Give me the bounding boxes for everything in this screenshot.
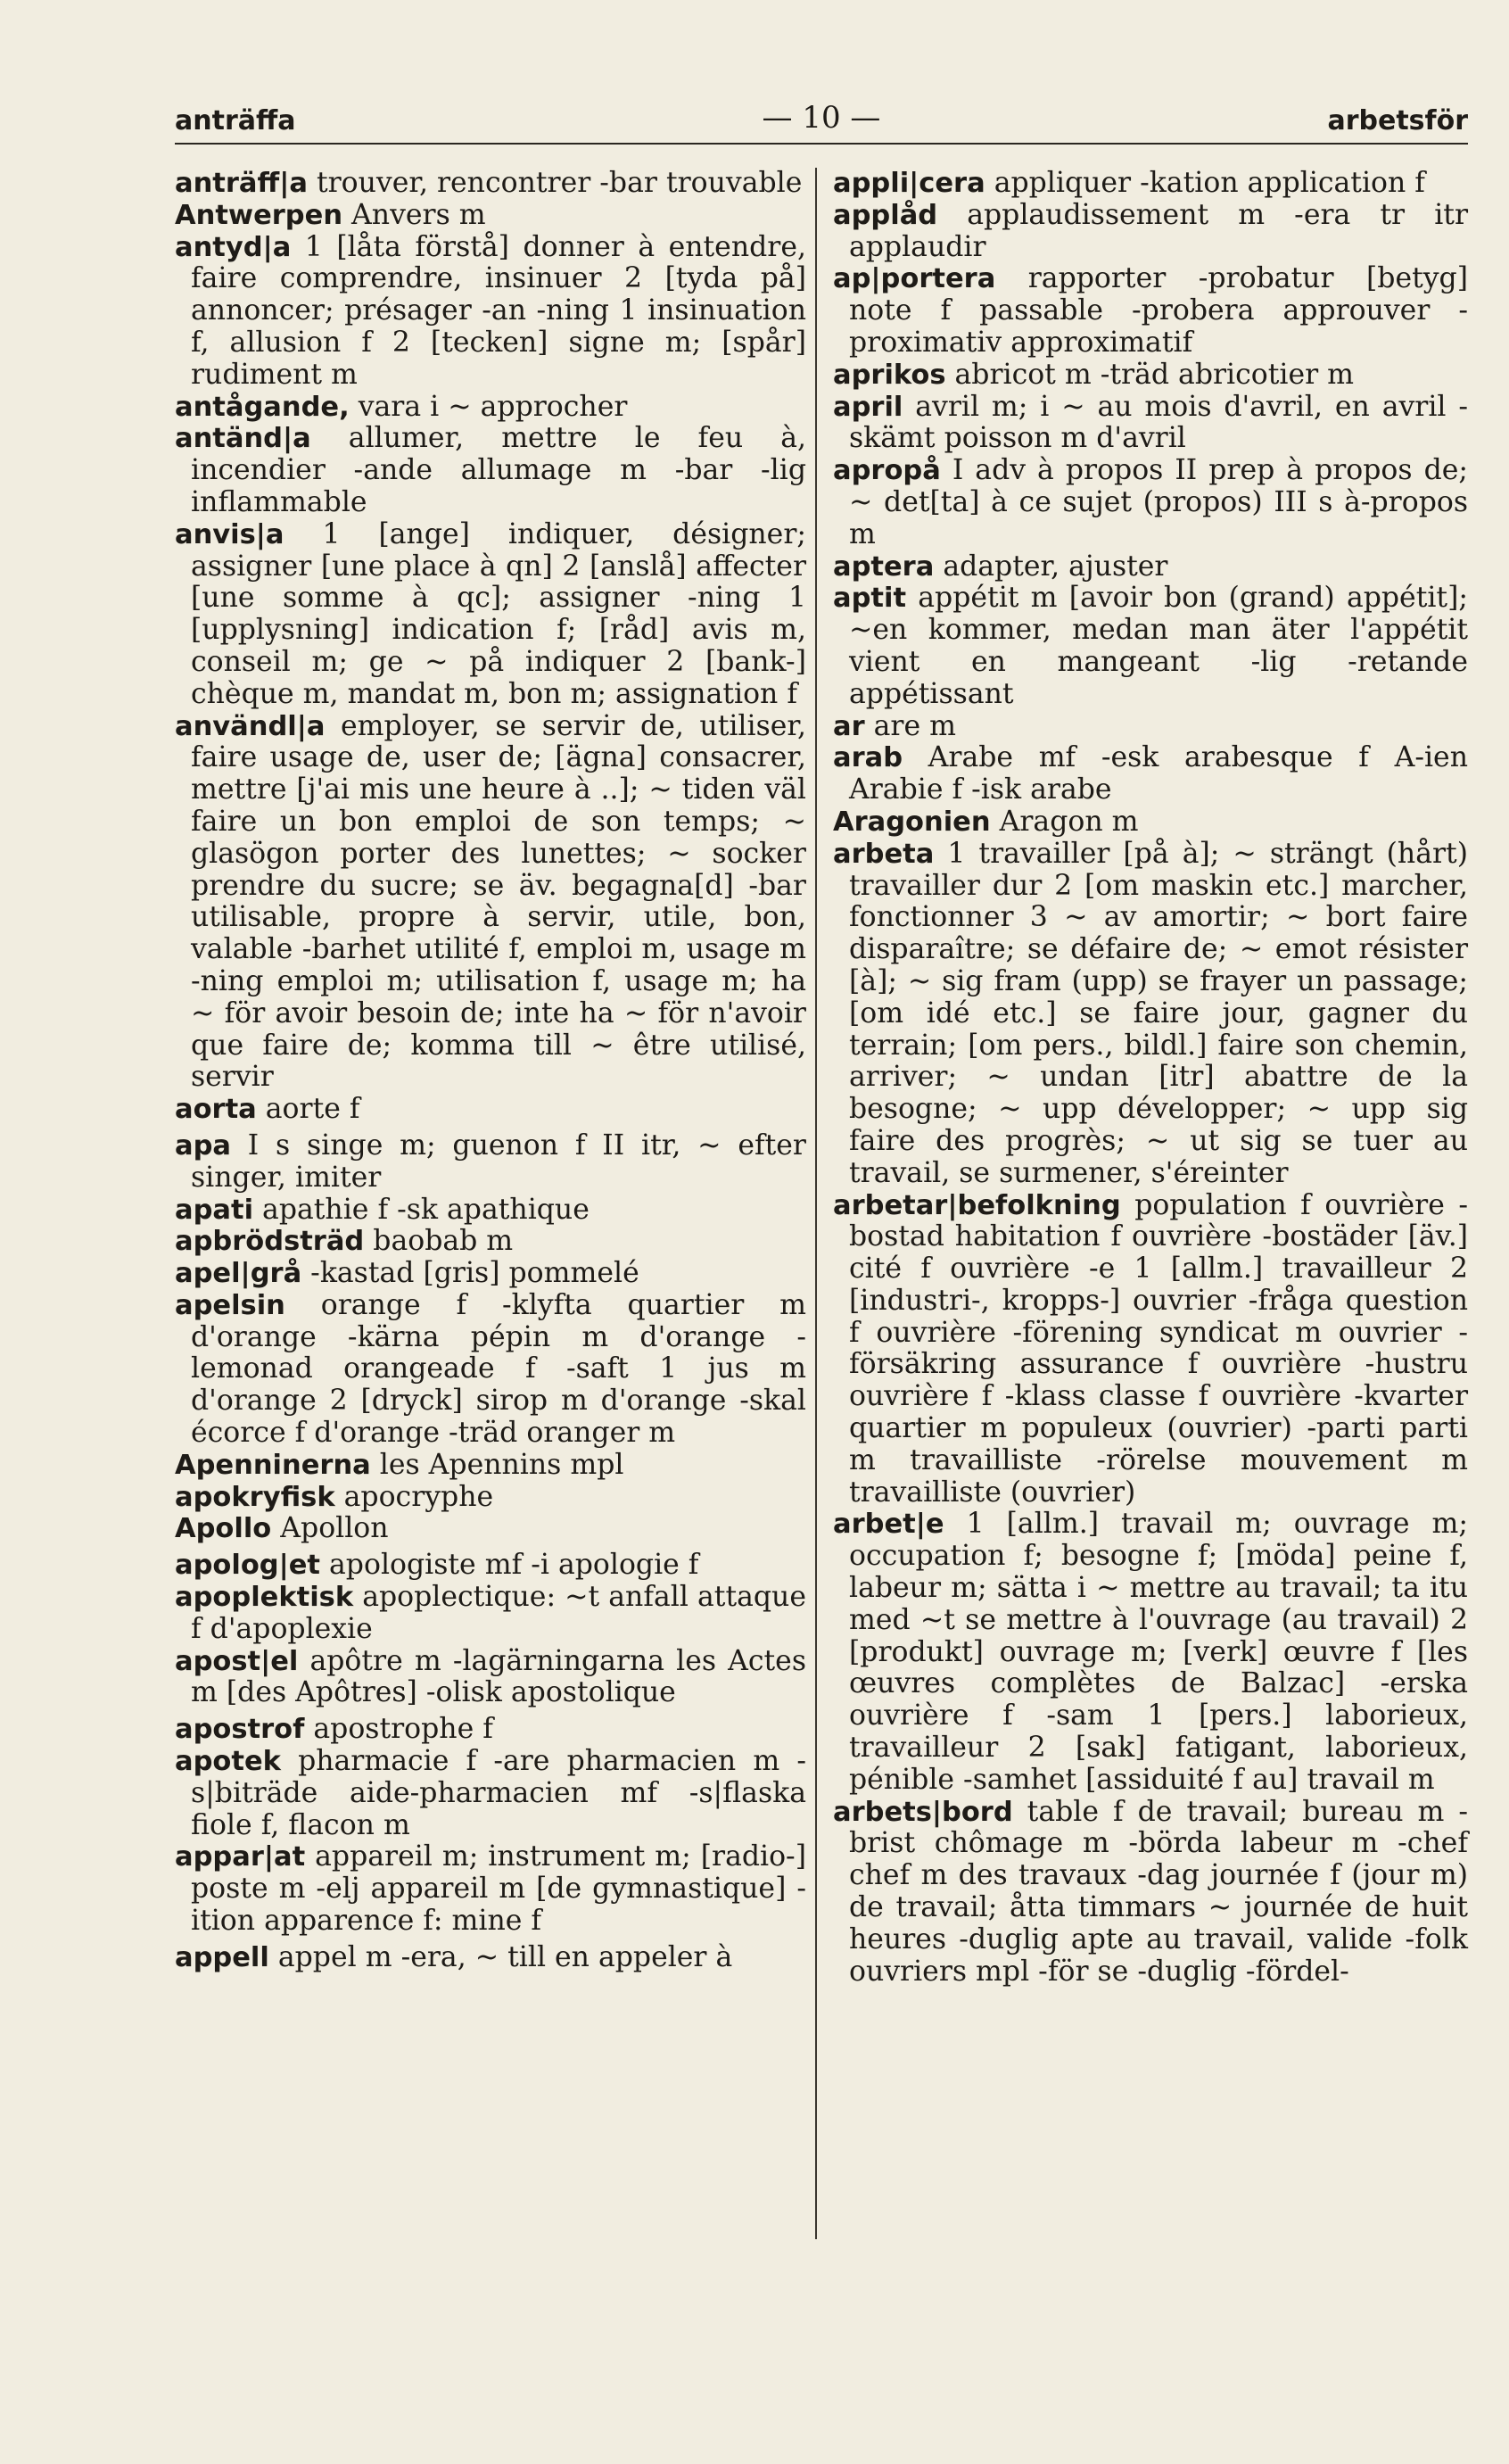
dictionary-entry (175, 1482, 806, 1514)
entry-headword: användl|a (175, 710, 326, 742)
running-header (175, 100, 1468, 145)
entry-definition: apostrophe f (304, 1713, 493, 1746)
entry-definition: pharmacie f -are pharmacien m -s|biträde aide-pharmacien mf -s|flaska fiole f, flacon m (191, 1745, 806, 1841)
entry-headword: Aragonien (833, 806, 991, 838)
dictionary-entry (833, 742, 1468, 806)
header-first-word: anträffa (175, 105, 296, 136)
entry-headword: apostrof (175, 1714, 305, 1746)
entry-definition: aorte f (256, 1093, 360, 1126)
entry-headword: apa (175, 1129, 231, 1162)
dictionary-entry (833, 392, 1468, 456)
entry-headword: antyd|a (175, 231, 292, 263)
dictionary-entry (175, 1550, 806, 1582)
entry-headword: apolog|et (175, 1550, 321, 1582)
column-divider (815, 168, 817, 2239)
dictionary-entry (833, 455, 1468, 550)
entry-definition: I adv à propos II prep à propos de; ~ det[ta] à ce sujet (propos) III s à-propos m (849, 454, 1468, 550)
entry-definition: les Apennins mpl (370, 1448, 624, 1481)
entry-definition: appel m -era, ~ till en appeler à (268, 1940, 733, 1973)
dictionary-entry (175, 1195, 806, 1227)
dictionary-entry (833, 839, 1468, 1190)
entry-definition: Apollon (271, 1512, 389, 1545)
dictionary-entry (175, 1714, 806, 1746)
entry-definition: I s singe m; guenon f II itr, ~ efter singer, imiter (191, 1129, 806, 1194)
entry-definition: rapporter -probatur [betyg] note f passable -probera approuver -proximativ approximatif (849, 262, 1468, 359)
header-rule (175, 143, 1468, 145)
entry-headword: appli|cera (833, 168, 985, 199)
entry-definition: apôtre m -lagärningarna les Actes m [des Apôtres] -olisk apostolique (191, 1644, 806, 1709)
entry-headword: aptit (833, 583, 907, 615)
dictionary-entry (175, 232, 806, 392)
dictionary-entry (175, 1582, 806, 1646)
entry-definition: appliquer -kation application f (985, 167, 1425, 199)
page-number: — 10 — (762, 100, 881, 136)
dictionary-entry (833, 551, 1468, 583)
entry-headword: ar (833, 710, 865, 742)
entry-headword: apelsin (175, 1289, 285, 1321)
entry-definition: appareil m; instrument m; [radio-] poste m -elj appareil m [de gymnastique] -ition apparence f: mine f (191, 1840, 806, 1938)
entry-definition: apocryphe (334, 1480, 494, 1513)
entry-definition: baobab m (364, 1225, 514, 1258)
dictionary-entry (175, 392, 806, 424)
dictionary-entry (175, 1130, 806, 1195)
dictionary-entry (175, 1290, 806, 1450)
entry-definition: trouver, rencontrer -bar trouvable (307, 167, 803, 199)
entry-headword: Apenninerna (175, 1449, 371, 1481)
dictionary-entry (175, 1258, 806, 1290)
entry-definition: appétit m [avoir bon (grand) appétit]; ~en kommer, medan man äter l'appétit vient en mangeant -lig -retande appétissant (849, 582, 1468, 710)
right-column (833, 168, 1468, 1988)
entry-headword: apati (175, 1194, 254, 1226)
dictionary-entry (833, 1509, 1468, 1796)
entry-headword: apotek (175, 1746, 281, 1778)
entry-definition: 1 [låta förstå] donner à entendre, faire comprendre, insinuer 2 [tyda på] annoncer; présager -an -ning 1 insinuation f, allusion f 2 [tecken] signe m; [spår] rudiment m (191, 230, 806, 391)
entry-definition: are m (864, 709, 956, 742)
entry-definition: applaudissement m -era tr itr applaudir (849, 198, 1468, 263)
entry-definition: apathie f -sk apathique (253, 1193, 590, 1226)
dictionary-entry (175, 1646, 806, 1710)
entry-definition: Anvers m (342, 198, 486, 231)
entry-definition: vara i ~ approcher (349, 390, 628, 423)
dictionary-entry (175, 200, 806, 232)
entry-definition: apologiste mf -i apologie f (320, 1549, 699, 1582)
entry-definition: orange f -klyfta quartier m d'orange -kärna pépin m d'orange -lemonad orangeade f -saft 1 jus m d'orange 2 [dryck] sirop m d'orange -skal écorce f d'orange -träd oranger m (191, 1288, 806, 1450)
entry-definition: -kastad [gris] pommelé (301, 1257, 639, 1290)
entry-definition: Aragon m (990, 805, 1139, 838)
entry-definition: adapter, ajuster (934, 550, 1168, 583)
entry-headword: aptera (833, 550, 935, 583)
dictionary-entry (833, 168, 1468, 200)
dictionary-entry (175, 423, 806, 518)
entry-headword: apoplektisk (175, 1582, 354, 1614)
entry-headword: aprikos (833, 359, 946, 391)
header-last-word: arbetsför (1327, 105, 1468, 136)
entry-definition: abricot m -träd abricotier m (945, 358, 1355, 391)
dictionary-entry (833, 1797, 1468, 1989)
entry-headword: aorta (175, 1094, 257, 1126)
entry-headword: arbetar|befolkning (833, 1189, 1121, 1221)
entry-headword: applåd (833, 199, 938, 231)
entry-headword: arbets|bord (833, 1796, 1013, 1828)
entry-headword: apbrödsträd (175, 1226, 365, 1258)
dictionary-entry (175, 1841, 806, 1937)
entry-headword: apel|grå (175, 1258, 302, 1290)
entry-headword: arbet|e (833, 1509, 944, 1541)
dictionary-entry (833, 360, 1468, 392)
entry-definition: employer, se servir de, utiliser, faire usage de, user de; [ägna] consacrer, mettre [j'ai mis une heure à ..]; ~ tiden väl faire un bon emploi de son temps; ~ glasögon porter des lunettes; ~ socker prendre du sucre; se äv. begagna[d] -bar utilisable, propre à servir, utile, bon, valable -barhet utilité f, emploi m, usage m -ning emploi m; utilisation f, usage m; ha ~ för avoir besoin de; inte ha ~ för n'avoir que faire de; komma till ~ être utilisé, servir (191, 709, 806, 1094)
dictionary-entry (833, 1190, 1468, 1509)
entry-definition: population f ouvrière -bostad habitation f ouvrière -bostäder [äv.] cité f ouvrière -e 1 [allm.] travailleur 2 [industri-, kropps-] ouvrier -fråga question f ouvrière -förening syndicat m ouvrier -försäkring assurance f ouvrière -hustru ouvrière f -klass classe f ouvrière -kvarter quartier m populeux (ouvrier) -parti parti m travailliste -rörelse mouvement m travailliste (ouvrier) (849, 1188, 1468, 1509)
entry-headword: apropå (833, 455, 941, 487)
dictionary-entry (175, 1746, 806, 1841)
entry-definition: avril m; i ~ au mois d'avril, en avril -skämt poisson m d'avril (849, 390, 1468, 455)
entry-headword: ap|portera (833, 263, 996, 295)
entry-headword: appar|at (175, 1841, 306, 1873)
entry-definition: 1 [ange] indiquer, désigner; assigner [une place à qn] 2 [anslå] affecter [une somme à qc]; assigner -ning 1 [upplysning] indication f; [råd] avis m, conseil m; ge ~ på indiquer 2 [bank-] chèque m, mandat m, bon m; assignation f (191, 517, 806, 710)
entry-definition: allumer, mettre le feu à, incendier -ande allumage m -bar -lig inflammable (191, 422, 806, 518)
entry-definition: 1 travailler [på à]; ~ strängt (hårt) travailler dur 2 [om maskin etc.] marcher, fonctionner 3 ~ av amortir; ~ bort faire disparaître; se défaire de; ~ emot résister [à]; ~ sig fram (upp) se frayer un passage; [om idé etc.] se faire jour, gagner du terrain; [om pers., bildl.] faire son chemin, arriver; ~ undan [itr] abattre de la besogne; ~ upp développer; ~ upp sig faire des progrès; ~ ut sig se tuer au travail, se surmener, s'éreinter (849, 837, 1468, 1189)
entry-headword: appell (175, 1941, 269, 1973)
entry-definition: table f de travail; bureau m -brist chômage m -börda labeur m -chef chef m des travaux -dag journée f (jour m) de travail; åtta timmars ~ journée de huit heures -duglig apte au travail, valide -folk ouvriers mpl -för se -duglig -fördel- (849, 1795, 1468, 1988)
dictionary-entry (175, 1513, 806, 1545)
dictionary-entry (833, 263, 1468, 359)
dictionary-entry (175, 711, 806, 1095)
entry-headword: arbeta (833, 838, 935, 870)
entry-definition: 1 [allm.] travail m; ouvrage m; occupation f; besogne f; [möda] peine f, labeur m; sätta i ~ mettre au travail; ta itu med ~t se mettre à l'ouvrage (au travail) 2 [produkt] ouvrage m; [verk] œuvre f [les œuvres complètes de Balzac] -erska ouvrière f -sam 1 [pers.] laborieux, travailleur 2 [sak] fatigant, laborieux, pénible -samhet [assiduité f au] travail m (849, 1508, 1468, 1796)
entry-headword: Apollo (175, 1513, 272, 1545)
entry-headword: antänd|a (175, 423, 311, 455)
dictionary-entry (175, 519, 806, 711)
dictionary-entry (833, 200, 1468, 264)
dictionary-entry (175, 1450, 806, 1482)
entry-headword: april (833, 391, 903, 423)
entry-definition: apoplectique: ~t anfall attaque f d'apoplexie (191, 1581, 806, 1645)
dictionary-entry (833, 711, 1468, 743)
left-column (175, 168, 806, 1974)
dictionary-entry (833, 806, 1468, 839)
dictionary-entry (175, 1942, 806, 1974)
entry-headword: arab (833, 742, 903, 774)
entry-headword: anträff|a (175, 168, 308, 199)
entry-headword: apost|el (175, 1645, 299, 1677)
entry-headword: Antwerpen (175, 199, 343, 231)
entry-headword: apokryfisk (175, 1481, 335, 1513)
entry-headword: antågande, (175, 391, 350, 423)
dictionary-entry (175, 168, 806, 200)
dictionary-entry (175, 1226, 806, 1258)
dictionary-entry (175, 1094, 806, 1126)
dictionary-entry (833, 583, 1468, 710)
entry-headword: anvis|a (175, 518, 284, 550)
entry-definition: Arabe mf -esk arabesque f A-ien Arabie f -isk arabe (849, 741, 1468, 806)
